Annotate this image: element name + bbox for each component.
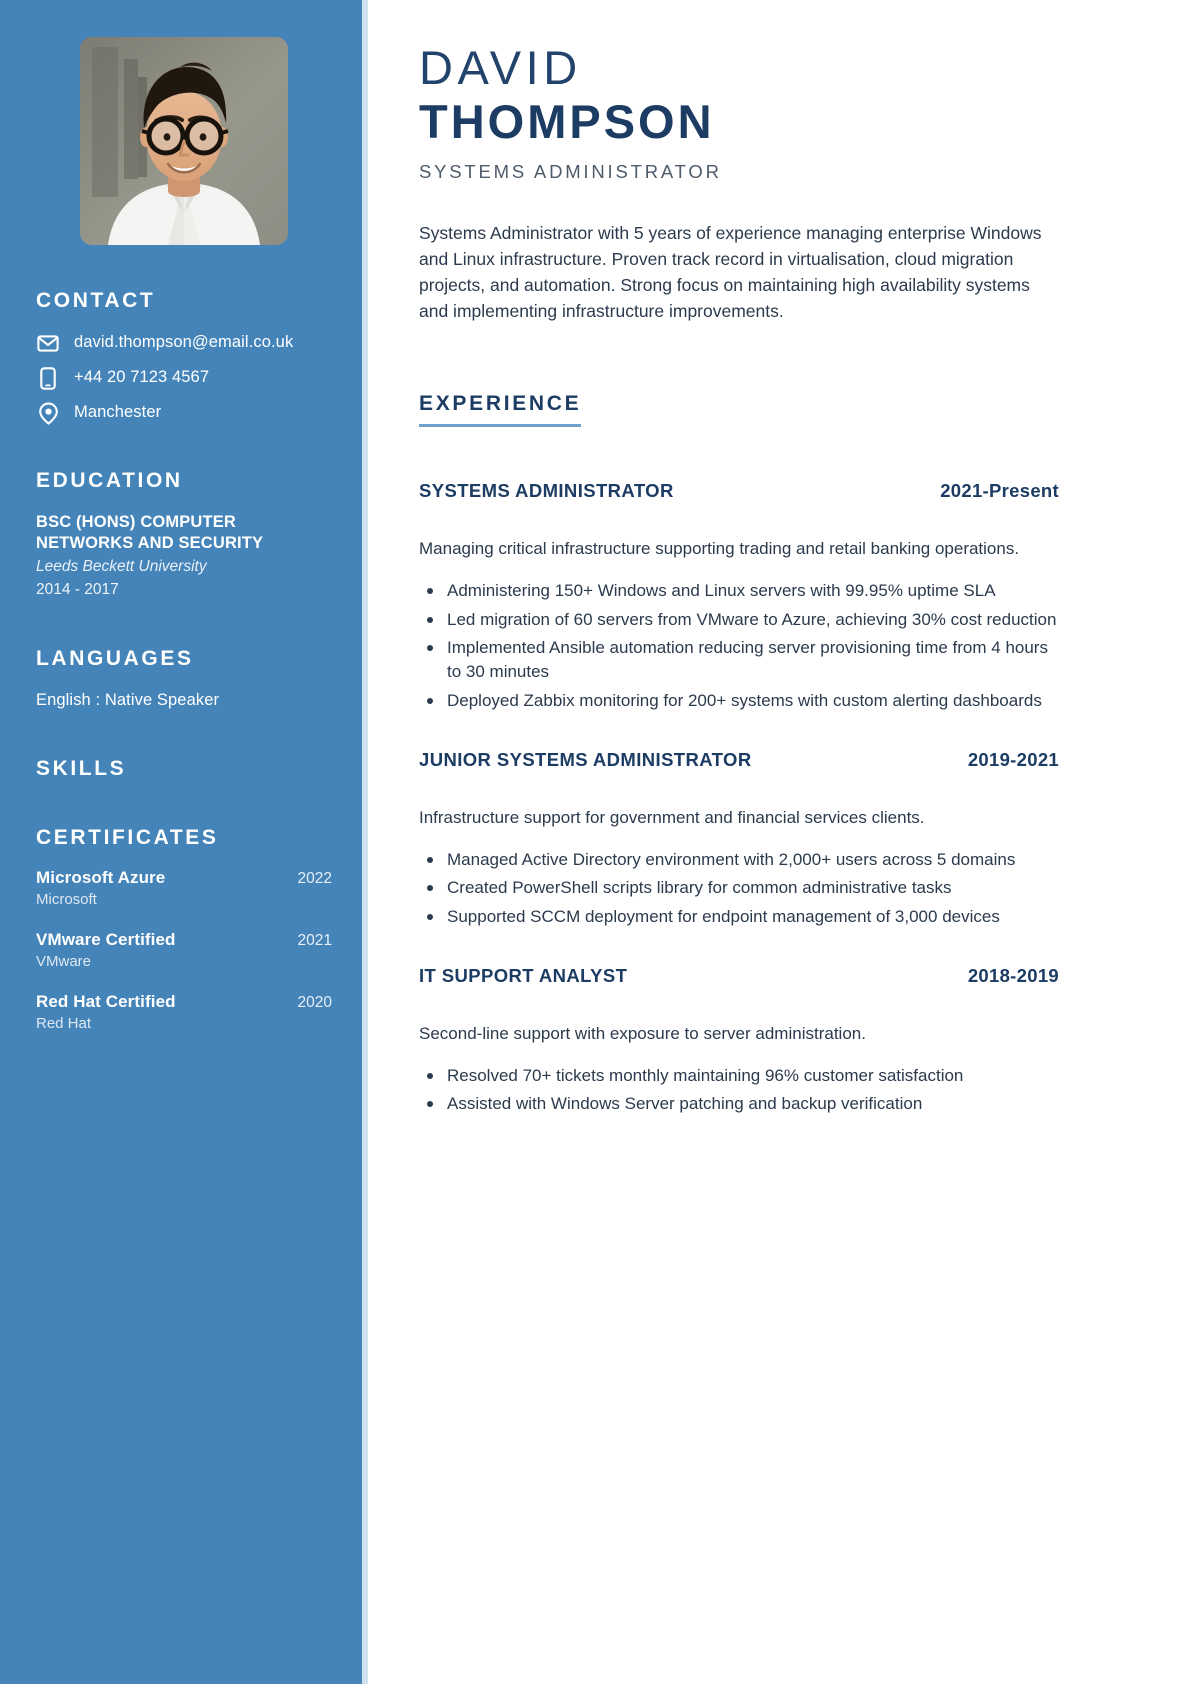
certificate-year: 2020	[297, 993, 332, 1011]
main-content	[419, 0, 1059, 1121]
experience-bullets	[419, 1064, 1059, 1117]
contact-phone-text: +44 20 7123 4567	[74, 368, 210, 387]
contact-item-phone	[36, 366, 332, 390]
experience-bullet: Implemented Ansible automation reducing server provisioning time from 4 hours to 30 minutes	[419, 636, 1059, 684]
contact-item-email	[36, 331, 332, 355]
experience-dates: 2021-Present	[940, 480, 1059, 502]
experience-description: Infrastructure support for government and financial services clients.	[419, 807, 925, 827]
language-item: English : Native Speaker	[36, 690, 220, 709]
languages-heading: LANGUAGES	[36, 646, 194, 670]
experience-bullet: Resolved 70+ tickets monthly maintaining 96% customer satisfaction	[419, 1064, 1059, 1088]
contact-location-text: Manchester	[74, 403, 162, 422]
certificate-issuer: VMware	[36, 952, 92, 970]
certificate-year: 2021	[297, 931, 332, 949]
contact-item-location	[36, 401, 332, 425]
experience-role: JUNIOR SYSTEMS ADMINISTRATOR	[419, 748, 752, 770]
professional-summary: Systems Administrator with 5 years of experience managing enterprise Windows and Linux infrastructure. Proven track record in virtualisation, cloud migration projects, and automation. Strong focus on maintaining high availability systems and implementing infrastructure improvements.	[419, 223, 1042, 321]
education-entry	[36, 512, 332, 601]
certificate-name: Microsoft Azure	[36, 867, 166, 887]
phone-icon	[36, 366, 60, 390]
experience-bullet: Created PowerShell scripts library for common administrative tasks	[419, 876, 1059, 900]
location-pin-icon	[36, 401, 60, 425]
profile-photo	[80, 37, 288, 245]
certificate-name: Red Hat Certified	[36, 991, 176, 1011]
education-degree: BSC (HONS) COMPUTER NETWORKS AND SECURITY	[36, 513, 264, 553]
job-title: SYSTEMS ADMINISTRATOR	[419, 161, 722, 183]
certificate-name: VMware Certified	[36, 929, 176, 949]
experience-dates: 2019-2021	[967, 748, 1059, 770]
profile-photo-container	[36, 37, 332, 245]
last-name: THOMPSON	[419, 94, 715, 148]
experience-role: IT SUPPORT ANALYST	[419, 964, 628, 986]
certificate-item	[36, 868, 332, 908]
experience-bullet: Assisted with Windows Server patching and backup verification	[419, 1092, 1059, 1116]
certificate-item	[36, 930, 332, 970]
first-name: DAVID	[419, 41, 582, 94]
skills-heading: SKILLS	[36, 756, 127, 780]
sidebar	[0, 0, 368, 1684]
certificates-list	[36, 868, 332, 1032]
experience-description: Managing critical infrastructure supporting trading and retail banking operations.	[419, 539, 1020, 559]
experience-entry	[419, 965, 1059, 1116]
experience-bullet: Deployed Zabbix monitoring for 200+ systems with custom alerting dashboards	[419, 689, 1059, 713]
education-heading: EDUCATION	[36, 469, 183, 492]
experience-role: SYSTEMS ADMINISTRATOR	[419, 480, 674, 502]
experience-bullet: Administering 150+ Windows and Linux servers with 99.95% uptime SLA	[419, 579, 1059, 603]
experience-bullet: Supported SCCM deployment for endpoint management of 3,000 devices	[419, 905, 1059, 929]
certificate-item	[36, 992, 332, 1032]
envelope-icon	[36, 331, 60, 355]
experience-entry	[419, 480, 1059, 713]
education-years: 2014 - 2017	[36, 580, 119, 598]
education-school: Leeds Beckett University	[36, 558, 207, 576]
contact-list	[36, 331, 332, 425]
experience-entry	[419, 749, 1059, 929]
certificate-year: 2022	[297, 869, 332, 887]
certificate-issuer: Microsoft	[36, 890, 97, 908]
experience-dates: 2018-2019	[967, 964, 1059, 986]
contact-heading: CONTACT	[36, 289, 156, 312]
experience-bullets	[419, 579, 1059, 713]
contact-email-text: david.thompson@email.co.uk	[74, 333, 294, 352]
experience-heading: EXPERIENCE	[419, 392, 581, 427]
certificates-heading: CERTIFICATES	[36, 825, 219, 849]
experience-description: Second-line support with exposure to server administration.	[419, 1023, 866, 1043]
sidebar-edge-divider	[362, 0, 368, 1684]
experience-bullets	[419, 848, 1059, 929]
experience-bullet: Led migration of 60 servers from VMware to Azure, achieving 30% cost reduction	[419, 608, 1059, 632]
certificate-issuer: Red Hat	[36, 1014, 92, 1032]
experience-bullet: Managed Active Directory environment with 2,000+ users across 5 domains	[419, 848, 1059, 872]
